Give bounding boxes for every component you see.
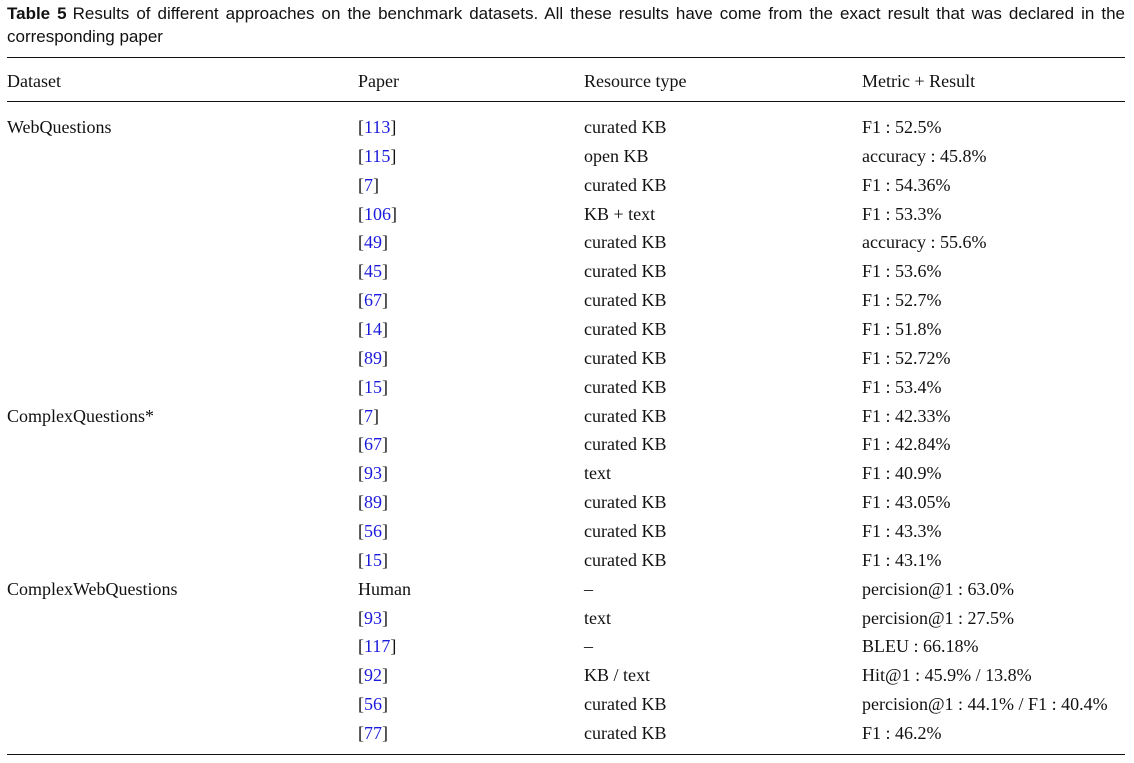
header-paper: Paper bbox=[358, 71, 399, 91]
citation-link[interactable]: 93 bbox=[364, 607, 382, 628]
resource-type: curated KB bbox=[584, 520, 667, 541]
resource-type: KB + text bbox=[584, 203, 656, 224]
paper-citation[interactable]: [49] bbox=[358, 232, 388, 253]
citation-link[interactable]: 49 bbox=[364, 232, 382, 253]
metric-result: F1 : 52.7% bbox=[862, 290, 942, 311]
metric-result: F1 : 54.36% bbox=[862, 174, 951, 195]
paper-citation[interactable]: [115] bbox=[358, 145, 397, 166]
resource-type: curated KB bbox=[584, 232, 667, 253]
citation-link[interactable]: 67 bbox=[364, 434, 382, 455]
table-caption bbox=[7, 2, 1125, 48]
bottom-rule bbox=[7, 754, 1125, 755]
metric-result: F1 : 46.2% bbox=[862, 722, 942, 743]
metric-result: F1 : 43.3% bbox=[862, 520, 942, 541]
header-dataset: Dataset bbox=[7, 71, 61, 91]
metric-result: Hit@1 : 45.9% / 13.8% bbox=[862, 665, 1032, 686]
citation-link[interactable]: 56 bbox=[364, 694, 382, 714]
resource-type: curated KB bbox=[584, 549, 667, 570]
paper-citation[interactable]: [67] bbox=[358, 434, 388, 455]
dataset-name: ComplexWebQuestions bbox=[7, 578, 178, 599]
resource-type: curated KB bbox=[584, 694, 667, 714]
citation-link[interactable]: 89 bbox=[364, 492, 382, 513]
citation-link[interactable]: 45 bbox=[364, 261, 382, 282]
citation-link[interactable]: 7 bbox=[364, 405, 373, 426]
metric-result: F1 : 51.8% bbox=[862, 319, 942, 339]
citation-link[interactable]: 89 bbox=[364, 347, 382, 368]
paper-citation[interactable]: [89] bbox=[358, 492, 388, 513]
resource-type: curated KB bbox=[584, 174, 667, 195]
resource-type: curated KB bbox=[584, 492, 667, 513]
citation-link[interactable]: 93 bbox=[364, 463, 382, 484]
resource-type: curated KB bbox=[584, 434, 667, 455]
metric-result: accuracy : 55.6% bbox=[862, 232, 987, 253]
paper-citation[interactable]: [93] bbox=[358, 607, 388, 628]
paper-citation[interactable]: [56] bbox=[358, 694, 388, 714]
metric-result: percision@1 : 44.1% / F1 : 40.4% bbox=[862, 694, 1108, 714]
citation-link[interactable]: 14 bbox=[364, 319, 382, 339]
citation-link[interactable]: 117 bbox=[364, 636, 391, 657]
citation-link[interactable]: 113 bbox=[364, 117, 391, 137]
table-label: Table 5 bbox=[7, 4, 67, 23]
metric-result: F1 : 42.33% bbox=[862, 405, 951, 426]
citation-link[interactable]: 7 bbox=[364, 174, 373, 195]
paper-name: Human bbox=[358, 578, 411, 599]
paper-citation[interactable]: [92] bbox=[358, 665, 388, 686]
paper-citation[interactable]: [106] bbox=[358, 203, 397, 224]
metric-result: percision@1 : 63.0% bbox=[862, 578, 1015, 599]
resource-type: curated KB bbox=[584, 347, 667, 368]
resource-type: curated KB bbox=[584, 290, 667, 311]
citation-link[interactable]: 77 bbox=[364, 722, 382, 743]
dataset-name: WebQuestions bbox=[7, 117, 112, 137]
resource-type: – bbox=[584, 636, 593, 657]
header-rule bbox=[7, 101, 1125, 102]
dataset-name: ComplexQuestions* bbox=[7, 405, 154, 426]
resource-type: open KB bbox=[584, 145, 649, 166]
paper-citation[interactable]: [7] bbox=[358, 174, 379, 195]
citation-link[interactable]: 106 bbox=[364, 203, 391, 224]
paper-citation[interactable]: [7] bbox=[358, 405, 379, 426]
paper-citation[interactable]: [15] bbox=[358, 376, 388, 397]
paper-citation[interactable]: [113] bbox=[358, 117, 397, 137]
metric-result: percision@1 : 27.5% bbox=[862, 607, 1015, 628]
metric-result: F1 : 53.4% bbox=[862, 376, 942, 397]
top-rule bbox=[7, 57, 1125, 58]
paper-citation[interactable]: [15] bbox=[358, 549, 388, 570]
paper-citation[interactable]: [77] bbox=[358, 722, 388, 743]
paper-citation[interactable]: [56] bbox=[358, 520, 388, 541]
metric-result: F1 : 53.6% bbox=[862, 261, 942, 282]
resource-type: curated KB bbox=[584, 376, 667, 397]
metric-result: accuracy : 45.8% bbox=[862, 145, 987, 166]
metric-result: F1 : 43.1% bbox=[862, 549, 942, 570]
header-resource-type: Resource type bbox=[584, 71, 687, 91]
metric-result: F1 : 53.3% bbox=[862, 203, 942, 224]
paper-citation[interactable]: [89] bbox=[358, 347, 388, 368]
citation-link[interactable]: 115 bbox=[364, 145, 391, 166]
citation-link[interactable]: 15 bbox=[364, 549, 382, 570]
resource-type: curated KB bbox=[584, 117, 667, 137]
metric-result: F1 : 52.5% bbox=[862, 117, 942, 137]
header-metric-result: Metric + Result bbox=[862, 71, 976, 91]
paper-citation[interactable]: [14] bbox=[358, 319, 388, 339]
resource-type: – bbox=[584, 578, 593, 599]
paper-citation[interactable]: [45] bbox=[358, 261, 388, 282]
metric-result: BLEU : 66.18% bbox=[862, 636, 979, 657]
citation-link[interactable]: 15 bbox=[364, 376, 382, 397]
resource-type: text bbox=[584, 463, 611, 484]
paper-citation[interactable]: [93] bbox=[358, 463, 388, 484]
resource-type: KB / text bbox=[584, 665, 650, 686]
caption-text: Results of different approaches on the benchmark datasets. All these results have come from the exact result that was declared in the corresponding paper bbox=[7, 4, 1125, 46]
resource-type: text bbox=[584, 607, 611, 628]
citation-link[interactable]: 56 bbox=[364, 520, 382, 541]
metric-result: F1 : 52.72% bbox=[862, 347, 951, 368]
resource-type: curated KB bbox=[584, 261, 667, 282]
citation-link[interactable]: 92 bbox=[364, 665, 382, 686]
citation-link[interactable]: 67 bbox=[364, 290, 382, 311]
paper-citation[interactable]: [117] bbox=[358, 636, 397, 657]
metric-result: F1 : 40.9% bbox=[862, 463, 942, 484]
resource-type: curated KB bbox=[584, 405, 667, 426]
metric-result: F1 : 42.84% bbox=[862, 434, 951, 455]
resource-type: curated KB bbox=[584, 319, 667, 339]
metric-result: F1 : 43.05% bbox=[862, 492, 951, 513]
paper-citation[interactable]: [67] bbox=[358, 290, 388, 311]
resource-type: curated KB bbox=[584, 722, 667, 743]
